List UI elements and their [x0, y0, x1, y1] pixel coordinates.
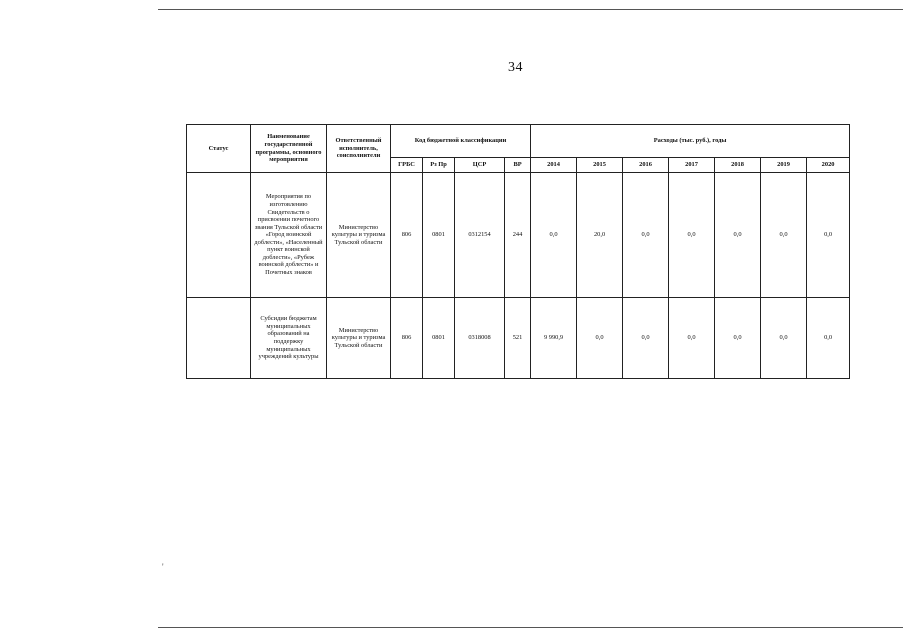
value-2014-cell: 0,0 [531, 173, 577, 298]
header-grbs: ГРБС [391, 158, 423, 173]
header-year-2016: 2016 [623, 158, 669, 173]
value-2019-cell: 0,0 [761, 298, 807, 379]
value-2018-cell: 0,0 [715, 173, 761, 298]
header-status: Статус [187, 125, 251, 173]
vr-cell: 521 [505, 298, 531, 379]
header-vr: ВР [505, 158, 531, 173]
header-csr: ЦСР [455, 158, 505, 173]
header-year-2017: 2017 [669, 158, 715, 173]
header-executor: Ответственный исполнитель, соисполнители [327, 125, 391, 173]
budget-table [186, 124, 850, 379]
executor-cell: Министерство культуры и туризма Тульской области [327, 298, 391, 379]
value-2019-cell: 0,0 [761, 173, 807, 298]
header-year-2015: 2015 [577, 158, 623, 173]
program-name-cell: Мероприятия по изготовлению Свидетельств о присвоении почетного звания Тульской области «Город воинской доблести», «Населенный пункт воинской доблести», «Рубеж воинской доблести» и Почетных знаков [251, 173, 327, 298]
page-number: 34 [508, 60, 523, 75]
status-cell [187, 173, 251, 298]
grbs-cell: 806 [391, 173, 423, 298]
value-2016-cell: 0,0 [623, 298, 669, 379]
value-2015-cell: 0,0 [577, 298, 623, 379]
value-2014-cell: 9 990,9 [531, 298, 577, 379]
executor-cell: Министерство культуры и туризма Тульской области [327, 173, 391, 298]
header-budget-code: Код бюджетной классификации [391, 125, 531, 158]
rzpr-cell: 0801 [423, 298, 455, 379]
grbs-cell: 806 [391, 298, 423, 379]
stray-mark: ' [162, 562, 164, 572]
bottom-rule [158, 627, 903, 628]
program-name-cell: Субсидии бюджетам муниципальных образований на поддержку муниципальных учреждений культуры [251, 298, 327, 379]
table-row [187, 173, 850, 298]
value-2015-cell: 20,0 [577, 173, 623, 298]
header-name: Наименование государственной программы, основного мероприятия [251, 125, 327, 173]
value-2016-cell: 0,0 [623, 173, 669, 298]
rzpr-cell: 0801 [423, 173, 455, 298]
csr-cell: 0318008 [455, 298, 505, 379]
header-rzpr: Рз Пр [423, 158, 455, 173]
csr-cell: 0312154 [455, 173, 505, 298]
header-year-2019: 2019 [761, 158, 807, 173]
header-expenses: Расходы (тыс. руб.), годы [531, 125, 850, 158]
vr-cell: 244 [505, 173, 531, 298]
header-year-2018: 2018 [715, 158, 761, 173]
value-2018-cell: 0,0 [715, 298, 761, 379]
value-2020-cell: 0,0 [807, 173, 850, 298]
value-2020-cell: 0,0 [807, 298, 850, 379]
header-year-2014: 2014 [531, 158, 577, 173]
table-row [187, 298, 850, 379]
status-cell [187, 298, 251, 379]
value-2017-cell: 0,0 [669, 298, 715, 379]
value-2017-cell: 0,0 [669, 173, 715, 298]
header-year-2020: 2020 [807, 158, 850, 173]
top-rule [158, 9, 903, 10]
